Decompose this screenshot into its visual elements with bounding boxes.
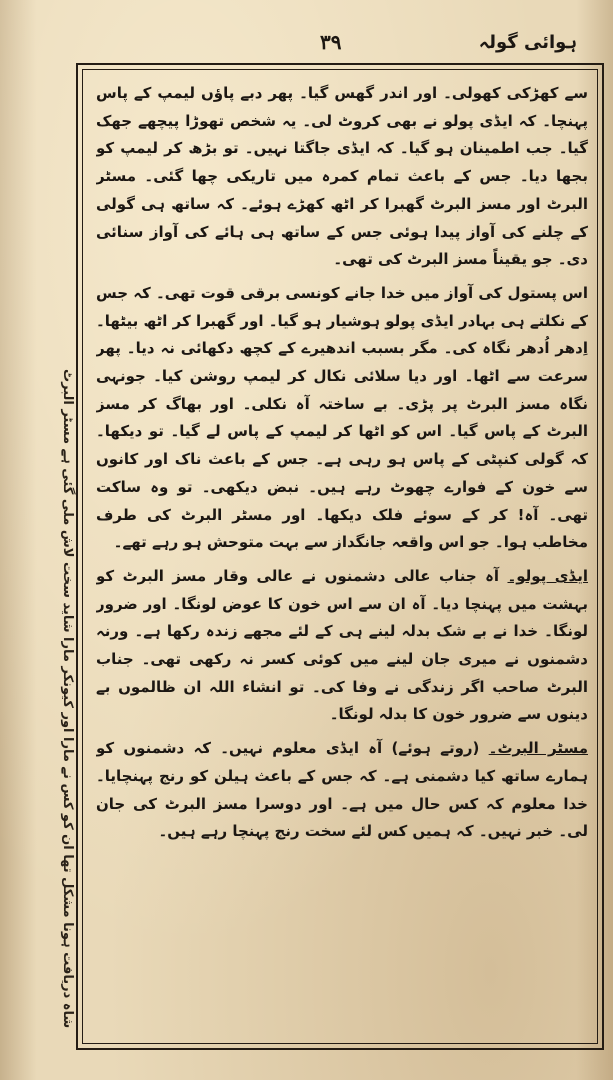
running-title: ہوائی گولہ <box>478 32 577 53</box>
handwritten-margin-note: شاہ دریافت ہونا مشکل تھا ان کو کس نے مارا اور کیونکر مارا شاید سخت لاش ملی گئی ہے مسٹر البرٹ <box>60 368 75 1028</box>
paragraph-3 <box>96 563 588 729</box>
page-header <box>0 30 613 60</box>
page-number: ۳۹ <box>320 30 342 54</box>
body-text <box>96 80 588 1035</box>
dialogue-text: آہ جناب عالی دشمنوں نے عالی وقار مسز البرٹ کو بہشت میں پہنچا دیا۔ آہ ان سے اس خون کا عوض لونگا۔ اور ضرور لونگا۔ خدا نے بے شک بدلہ لینے ہی کے لئے مجھے زندہ رکھا ہے۔ ورنہ دشمنوں نے میری جان لینے میں کوئی کسر نہ رکھی تھی۔ جناب البرٹ صاحب اگر زندگی نے وفا کی۔ تو انشاء اللہ ان ظالموں بے دینوں سے ضرور خون کا بدلہ لونگا۔ <box>96 566 588 724</box>
paragraph-2: اس پستول کی آواز میں خدا جانے کونسی برقی قوت تھی۔ کہ جس کے نکلتے ہی بہادر ایڈی پولو ہوشیار ہو گیا۔ اور گھبرا کر اٹھ بیٹھا۔ اِدھر اُدھر نگاہ کی۔ مگر بسبب اندھیرے کے کچھ دکھائی نہ دیا۔ پھر سرعت سے اٹھا۔ اور دیا سلائی نکال کر لیمپ روشن کیا۔ جونہی نگاہ مسز البرٹ پر پڑی۔ بے ساختہ آہ نکلی۔ اور بھاگ کر مسز البرٹ کے پاس گیا۔ اس کو اٹھا کر لیمپ کے پاس لے گیا۔ تو دیکھا۔ کہ گولی کنپٹی کے پاس ہو رہی ہے۔ جس کے باعث ناک اور کانوں سے خون کے فوارے چھوٹ رہے ہیں۔ نبض دیکھی۔ تو وہ ساکت تھی۔ آہ! کر کے سوئے فلک دیکھا۔ اور مسٹر البرٹ کی طرف مخاطب ہوا۔ جو اس واقعہ جانگداز سے بہت متوحش ہو رہے تھے۔ <box>96 283 588 552</box>
dialogue-text: (روتے ہوئے) آہ ایڈی معلوم نہیں۔ کہ دشمنوں کو ہمارے ساتھ کیا دشمنی ہے۔ کہ جس کے باعث ہیلن کو رنج پہنچایا۔ خدا معلوم کہ کس حال میں ہے۔ اور دوسرا مسز البرٹ کی جان لی۔ خبر نہیں۔ کہ ہمیں کس لئے سخت رنج پہنچا رہے ہیں۔ <box>96 739 588 841</box>
speaker-name: ایڈی پولو۔ <box>507 566 588 585</box>
speaker-name: مسٹر البرٹ۔ <box>488 739 588 758</box>
paragraph-1: سے کھڑکی کھولی۔ اور اندر گھس گیا۔ پھر دبے پاؤں لیمپ کے پاس پہنچا۔ کہ ایڈی پولو نے بھی کروٹ لی۔ یہ شخص تھوڑا پیچھے جھک گیا۔ جب اطمینان ہو گیا۔ کہ ایڈی جاگتا نہیں۔ تو بڑھ کر لیمپ کو بجھا دیا۔ جس کے باعث تمام کمرہ میں تاریکی چھا گئی۔ مسٹر البرٹ اور مسز البرٹ گھبرا کر اٹھ کھڑے ہوئے۔ کہ ساتھ ہی گولی کے چلنے کی آواز پیدا ہوئی جس کے ساتھ ہی ہائے کی آواز سنائی دی۔ جو یقیناً مسز البرٹ کی تھی۔ <box>96 84 588 269</box>
paragraph-4 <box>96 735 588 846</box>
